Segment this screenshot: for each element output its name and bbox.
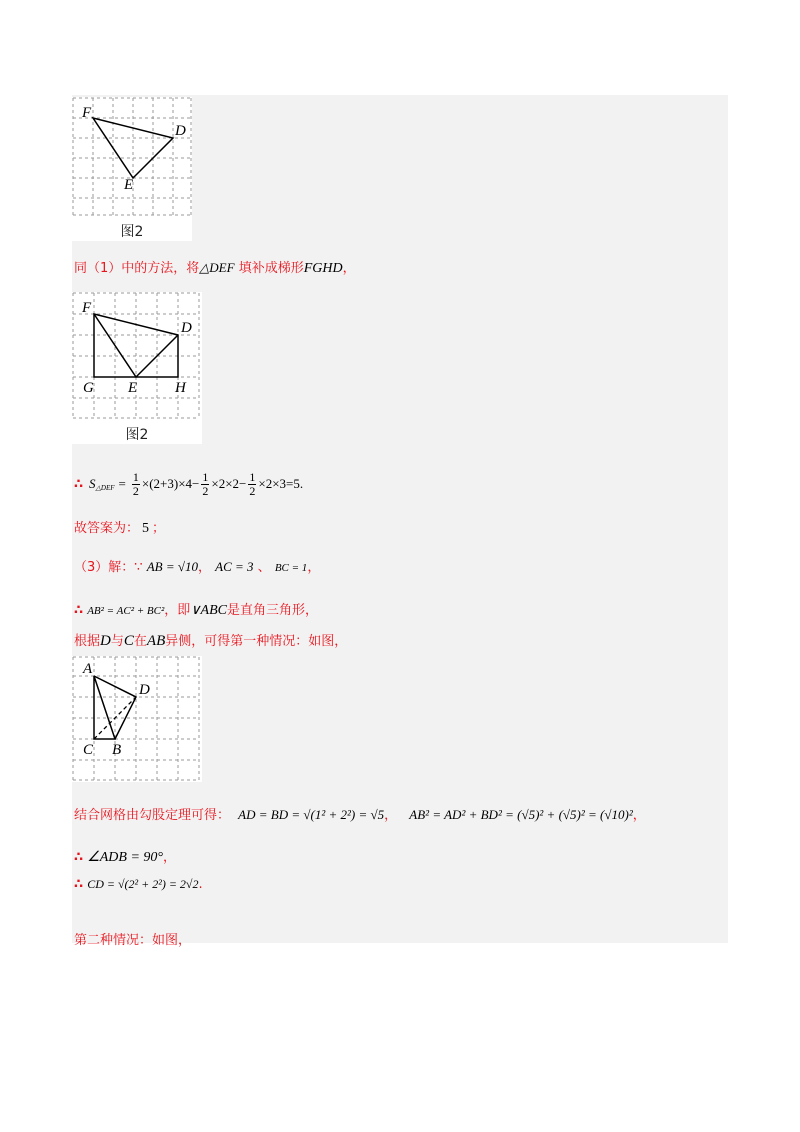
line-area: ∴ S △DEF = $\frac{1}{2}$ ×(2+3)×4− $\frac{1}{2}$ ×2×2− $\frac{1}{2}$ ×2×3=5 . xyxy=(74,469,304,498)
figure-1-grid xyxy=(72,97,192,217)
label-e: E xyxy=(124,177,134,193)
label-h: H xyxy=(175,380,186,396)
line-pythagoras: ∴ AB² = AC² + BC²，即∨ABC是直角三角形， xyxy=(74,603,319,618)
figure-2-grid xyxy=(72,292,202,420)
label-f: F xyxy=(82,105,92,121)
figure-1 xyxy=(72,97,192,241)
line-answer: 故答案为： 5 ； xyxy=(74,521,166,536)
label-d: D xyxy=(181,320,192,336)
label-a: A xyxy=(83,661,93,677)
figure-3 xyxy=(72,656,202,782)
line-cases: 根据D与C在AB异侧，可得第一种情况：如图， xyxy=(74,633,348,649)
figure-2 xyxy=(72,292,202,444)
label-d: D xyxy=(175,123,186,139)
line-fill-trapezoid: 同（1）中的方法，将△DEF 填补成梯形FGHD， xyxy=(74,260,356,276)
fraction-half-1: $\frac{1}{2}$ xyxy=(132,469,139,498)
figure-3-grid xyxy=(72,656,202,782)
label-d: D xyxy=(139,682,150,698)
line-second-case: 第二种情况：如图， xyxy=(74,933,192,948)
line-cd: ∴ CD = √(2² + 2²) = 2√2. xyxy=(74,877,203,892)
label-g: G xyxy=(83,380,94,396)
line-grid-pythagoras: 结合网格由勾股定理可得： AD = BD = √(1² + 2²) = √5， AB² = AD² + BD² = (√5)² + (√5)² = (√10)²， xyxy=(74,807,646,823)
label-b: B xyxy=(112,742,122,758)
label-c: C xyxy=(83,742,94,758)
label-f: F xyxy=(82,300,92,316)
figure-2-caption: 图2 xyxy=(125,427,149,443)
line-part3: （3）解：∵ AB = √10， AC = 3 、 BC = 1， xyxy=(74,559,321,575)
fraction-half-3: $\frac{1}{2}$ xyxy=(249,469,256,498)
label-e: E xyxy=(128,380,138,396)
line-angle: ∴ ∠ADB = 90°， xyxy=(74,850,177,865)
figure-1-caption: 图2 xyxy=(120,224,144,240)
fraction-half-2: $\frac{1}{2}$ xyxy=(202,469,209,498)
